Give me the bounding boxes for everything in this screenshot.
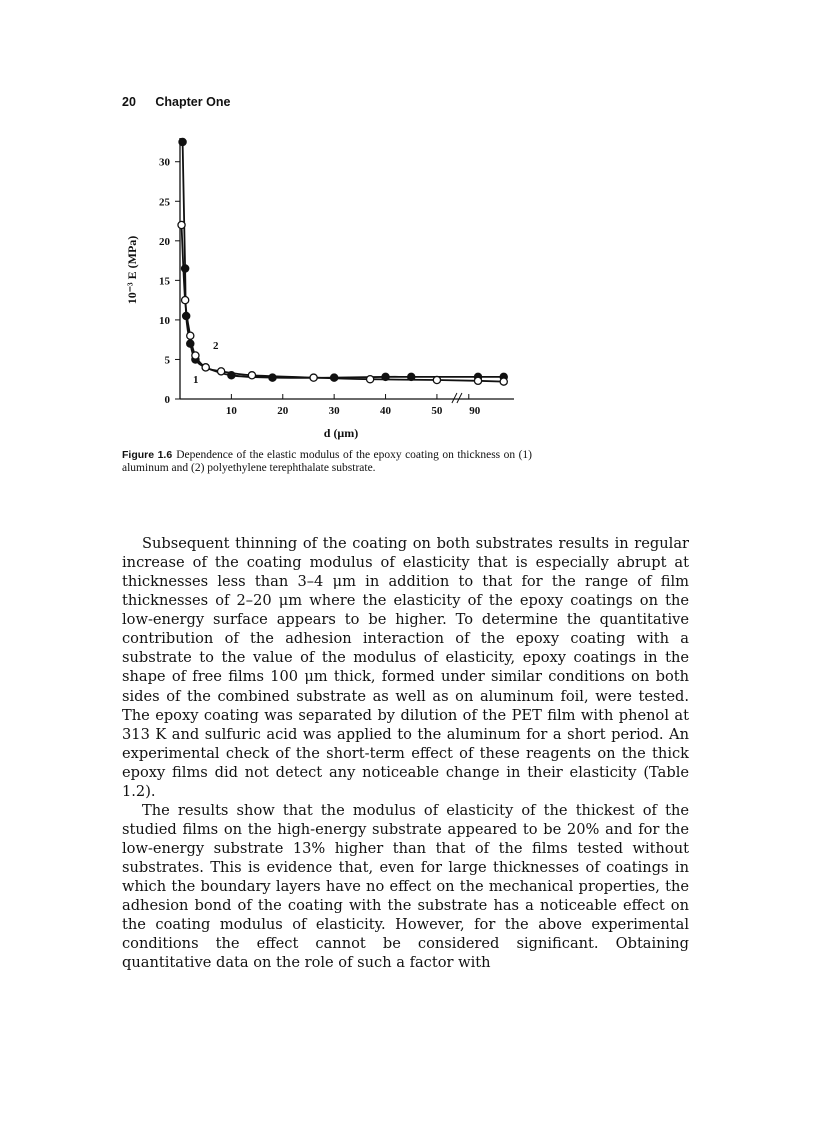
series-2-point <box>500 378 507 385</box>
series-2-line <box>182 225 504 382</box>
x-tick-label: 40 <box>380 405 392 417</box>
series-2-annotation: 2 <box>213 340 219 352</box>
y-axis-label: 10⁻³ E (MPa) <box>125 235 139 305</box>
figure-caption <box>122 449 532 475</box>
chart-lines <box>182 142 504 382</box>
series-1-point <box>408 373 415 380</box>
chapter-title: Chapter One <box>155 95 231 109</box>
body-text <box>122 534 689 972</box>
y-tick-label: 0 <box>164 394 170 406</box>
series-2-point <box>187 332 194 339</box>
series-1-annotation: 1 <box>193 374 199 386</box>
y-tick-label: 25 <box>159 196 170 209</box>
series-1-point <box>187 340 194 347</box>
paragraph: Subsequent thinning of the coating on both substrates results in regular increase of the coating modulus of elasticity that is especially abrupt at thicknesses less than 3–4 μm in addition to that for the range of film thicknesses of 2–20 μm where the elasticity of the epoxy coatings on the low-energy surface appears to be higher. To determine the quantitative contribution of the adhesion interaction of the epoxy coating with a substrate to the value of the modulus of elasticity, epoxy coatings in the shape of free films 100 μm thick, formed under similar conditions on both sides of the combined substrate as well as on aluminum foil, were tested. The epoxy coating was separated by dilution of the PET film with phenol at 313 K and sulfuric acid was applied to the aluminum for a short period. An experimental check of the short-term effect of these reagents on the thick epoxy films did not detect any noticeable change in their elasticity (Table 1.2). <box>122 535 689 800</box>
series-2-point <box>178 221 185 228</box>
x-tick-label: 30 <box>328 405 340 417</box>
series-2-point <box>182 297 189 304</box>
paragraph: The results show that the modulus of elasticity of the thickest of the studied films on the high-energy substrate appeared to be 20% and for the low-energy substrate 13% higher than that of the films tested without substrates. This is evidence that, even for large thicknesses of coatings in which the boundary layers have no effect on the mechanical properties, the adhesion bond of the coating with the substrate has a noticeable effect on the coating modulus of elasticity. However, for the above experimental conditions the effect cannot be considered significant. Obtaining quantitative data on the role of such a factor with <box>122 801 689 972</box>
elastic-modulus-chart <box>118 130 528 448</box>
series-1-point <box>331 374 338 381</box>
series-2-point <box>474 377 481 384</box>
series-1-point <box>228 372 235 379</box>
series-1-point <box>183 312 190 319</box>
y-tick-label: 10 <box>159 314 170 327</box>
series-2-point <box>202 364 209 371</box>
axis-break-mark <box>457 393 462 403</box>
series-1-point <box>179 138 186 145</box>
x-axis-label: d (μm) <box>323 426 359 440</box>
figure-caption-text: Dependence of the elastic modulus of the epoxy coating on thickness on (1) aluminum and (2) polyethylene terephthalate substrate. <box>122 449 532 474</box>
chart-axes <box>180 138 514 399</box>
series-2-point <box>310 374 317 381</box>
series-1-point <box>382 373 389 380</box>
series-2-point <box>367 376 374 383</box>
series-1-line <box>183 142 504 378</box>
chart-markers <box>178 138 507 385</box>
series-2-point <box>433 376 440 383</box>
page-header <box>122 95 230 109</box>
x-tick-label-break: 90 <box>469 405 481 417</box>
x-tick-label: 50 <box>431 405 443 417</box>
y-tick-label: 30 <box>159 156 170 169</box>
y-tick-label: 5 <box>164 354 170 367</box>
x-tick-label: 10 <box>225 405 237 417</box>
series-2-point <box>218 368 225 375</box>
page-number: 20 <box>122 95 136 109</box>
y-tick-label: 20 <box>159 235 170 248</box>
y-tick-label: 15 <box>159 275 170 288</box>
series-2-point <box>248 372 255 379</box>
series-1-point <box>269 374 276 381</box>
x-tick-label: 20 <box>277 405 289 417</box>
series-1-point <box>182 265 189 272</box>
figure-label: Figure 1.6 <box>122 449 173 461</box>
axis-break-mark <box>452 393 457 403</box>
series-2-point <box>192 352 199 359</box>
